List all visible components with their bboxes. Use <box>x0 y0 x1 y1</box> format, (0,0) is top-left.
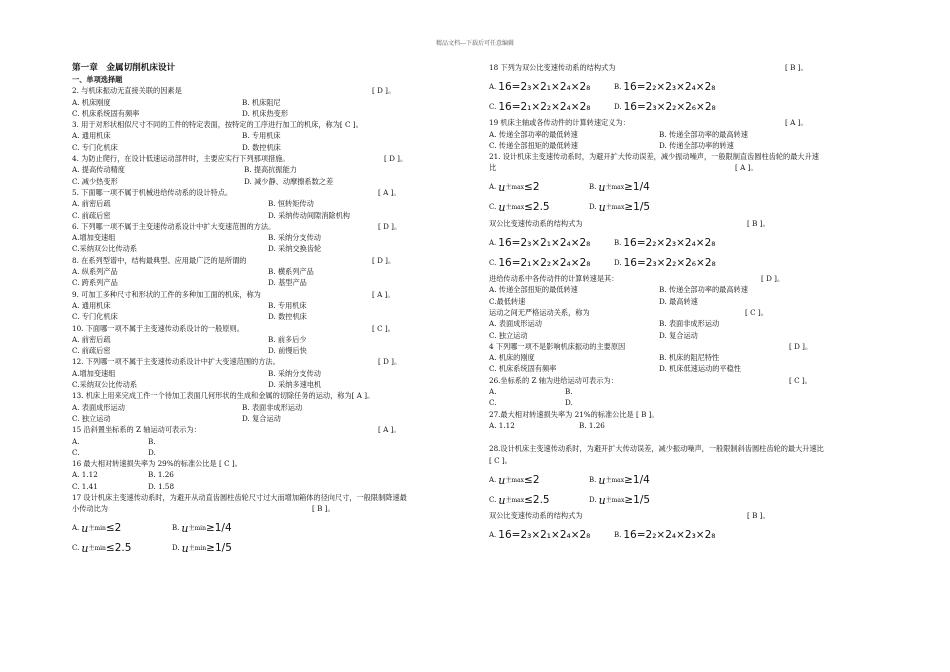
question-13 <box>72 390 467 401</box>
option-b: B. 采纳分支传动 <box>268 368 321 378</box>
formula-sub: 主min <box>88 525 106 533</box>
formula: 16=2₂×2₄×2₃×2₈ <box>623 528 716 541</box>
formula-sub: 主min <box>188 545 207 553</box>
formula-u: u <box>598 181 606 195</box>
formula: ≥1/5 <box>624 201 651 214</box>
option-a: A. 表面成形运动 <box>72 402 125 412</box>
formula: ≤2 <box>524 181 540 194</box>
question-17 <box>72 492 467 503</box>
option-b: B. <box>589 183 597 192</box>
formula: ≥1/5 <box>206 542 232 555</box>
option-a: A. 通用机床 <box>72 131 111 141</box>
option-c: C. 机床系统固有频率 <box>72 108 140 118</box>
formula-sub: 主max <box>605 204 625 212</box>
answer: [ B ]。 <box>312 504 335 514</box>
option-b: B. <box>614 238 622 247</box>
answer: [ A ]。 <box>372 289 395 299</box>
option-d: D. 前慢后快 <box>268 346 307 356</box>
question-dual-ratio <box>489 218 884 229</box>
option-b: B. 恒转矩传动 <box>268 199 314 209</box>
answer: [ A ]。 <box>378 425 401 435</box>
question-text: 5. 下面哪一项不属于机械进给传动系的设计特点。 <box>72 187 233 197</box>
option-a: A.增加变速组 <box>72 233 116 243</box>
option-c: C. <box>72 447 80 457</box>
option-b: B. 机床的阻尼特性 <box>659 353 720 363</box>
option-d: D. <box>614 258 622 267</box>
option-c: C. 专门化机床 <box>72 142 118 152</box>
option-d: D. 机床热变形 <box>242 108 289 118</box>
formula: ≥1/4 <box>205 522 232 535</box>
option-c: C. 前疏后密 <box>72 210 111 220</box>
formula: 16=2₃×2₂×2₆×2₈ <box>623 101 716 113</box>
formula: ≥1/5 <box>624 493 651 506</box>
option-a: A. 1.12 <box>72 470 98 480</box>
answer: [ A ]。 <box>785 118 808 128</box>
answer: [ D ]。 <box>378 357 402 367</box>
question-text-cont: [ C ]。 <box>489 455 512 465</box>
option-c: C. 专门化机床 <box>72 312 118 322</box>
question-dual-ratio-2 <box>489 510 884 521</box>
question-text: 进给传动系中各传动件的计算转速是其： <box>489 274 619 284</box>
option-a: A. 传递全部扭矩的最低转速 <box>489 285 578 295</box>
formula-u: u <box>181 542 189 556</box>
question-text: 10. 下面哪一项不属于主变速传动系设计的一般原则。 <box>72 323 244 333</box>
question-28 <box>489 443 884 454</box>
formula-u: u <box>181 522 189 536</box>
option-d: D. <box>565 398 573 408</box>
option-c: C. <box>72 544 80 553</box>
formula-sub: 主max <box>505 184 525 192</box>
question-text: 13. 机床上用来完成工件一个待加工表面几何形状的生成和金属的切除任务的运动，称为[ A ]。 <box>72 391 375 401</box>
option-d: D. <box>614 103 622 111</box>
option-d: D. 采纳传动间隙消除机构 <box>268 210 350 220</box>
option-a: A. 纵系列产品 <box>72 267 118 277</box>
option-d: D. 最高转速 <box>659 296 698 306</box>
question-19 <box>489 117 884 128</box>
option-c: C. <box>489 203 497 212</box>
option-a: A. <box>489 183 497 192</box>
question-5 <box>72 187 467 198</box>
formula: 16=2₁×2₂×2₄×2₈ <box>498 256 591 269</box>
question-3 <box>72 119 467 130</box>
option-d: D. 数控机床 <box>242 142 281 152</box>
formula-u: u <box>498 181 506 195</box>
question-text: 2. 与机床振动无直接关联的因素是 <box>72 86 182 96</box>
formula-u: u <box>81 522 89 536</box>
option-a: A. <box>489 530 497 539</box>
formula: 16=2₃×2₁×2₄×2₈ <box>498 236 591 249</box>
question-text: 8. 在系列型谱中，结构最典型、应用最广泛的是所谓的 <box>72 255 247 265</box>
formula-sub: 主max <box>505 496 525 504</box>
answer: [ B ]。 <box>747 510 770 520</box>
answer: [ A ]。 <box>735 163 758 173</box>
option-d: D. <box>172 544 180 553</box>
option-d: D. 减少静、动摩擦系数之差 <box>244 176 334 186</box>
question-text: 27.最大相对转速损失率为 21%的标准公比是 [ B ]。 <box>489 409 659 419</box>
question-text: 12. 下列哪一项不属于主变速传动系设计中扩大变速范围的方法。 <box>72 357 280 367</box>
question-15 <box>72 424 467 435</box>
option-d: D. 传递全部功率的转速 <box>659 140 734 150</box>
question-vibration <box>489 341 884 352</box>
formula: 16=2₁×2₂×2₄×2₈ <box>498 101 591 113</box>
question-6 <box>72 221 467 232</box>
option-b: B. 传递全部功率的最高转速 <box>659 129 748 139</box>
question-text: 6. 下列哪一项不属于主变速传动系设计中扩大变速范围的方法。 <box>72 221 276 231</box>
option-a: A. <box>72 436 80 446</box>
option-b: B. 传递全部功率的最高转速 <box>659 285 748 295</box>
formula: ≤2.5 <box>105 542 132 555</box>
formula-u: u <box>598 473 606 487</box>
option-c: C. <box>489 495 497 504</box>
option-a: A. <box>72 524 80 533</box>
option-a: A. 提高传动精度 <box>72 165 125 175</box>
formula-sub: 主min <box>188 525 206 533</box>
question-text: 15 沿斜置坐标系的 Z 轴运动可表示为： <box>72 425 201 435</box>
option-c: C. 跨系列产品 <box>72 278 118 288</box>
option-b: B. 1.26 <box>579 420 605 430</box>
question-independent-motion <box>489 307 884 318</box>
option-a: A. 1.12 <box>489 420 515 430</box>
option-d: D. 复合运动 <box>659 330 698 340</box>
formula: 16=2₃×2₂×2₆×2₈ <box>623 256 716 269</box>
formula: ≤2 <box>105 522 122 535</box>
question-text: 3. 用于对形状相似尺寸不同的工件的特定表面，按特定的工序进行加工的机床，称为[ C ]。 <box>72 120 363 130</box>
question-text: 28.设计机床主变速传动系时，为避开扩大传动误差，减少振动噪声，一般限制斜齿圆柱齿轮的最大升速比 <box>489 444 824 454</box>
question-text: 26.坐标系的 Z 轴为进给运动可表示为： <box>489 375 618 385</box>
option-b: B. 表面非成形运动 <box>242 402 303 412</box>
question-4 <box>72 153 467 164</box>
question-27 <box>489 409 884 420</box>
option-b: B. 专用机床 <box>268 300 307 310</box>
answer: [ B ]。 <box>747 218 770 228</box>
question-text: 9. 可加工多种尺寸和形状的工件的多种加工面的机床，称为 <box>72 289 261 299</box>
answer: [ D ]。 <box>378 221 402 231</box>
formula-u: u <box>598 201 606 215</box>
left-column <box>72 62 467 555</box>
option-b: B. 表面非成形运动 <box>659 319 720 329</box>
formula: ≥1/4 <box>624 473 650 486</box>
option-a: A. 前密后疏 <box>72 334 111 344</box>
formula: ≤2.5 <box>524 493 550 506</box>
option-b: B. <box>614 83 622 91</box>
question-12 <box>72 356 467 367</box>
option-d: D. <box>589 495 597 504</box>
option-a: A. <box>489 238 497 247</box>
option-b: B. <box>172 524 180 533</box>
answer: [ C ]。 <box>789 375 812 385</box>
answer: [ B ]。 <box>785 63 808 72</box>
question-9 <box>72 289 467 300</box>
answer: [ C ]。 <box>745 307 768 317</box>
section-heading: 一、单项选择题 <box>72 75 123 84</box>
option-b: B. 提高抗振能力 <box>244 165 297 175</box>
formula: 16=2₃×2₁×2₄×2₈ <box>498 81 591 93</box>
formula-u: u <box>498 201 506 215</box>
option-c: C. 传递全部扭矩的最低转速 <box>489 140 578 150</box>
question-21 <box>489 151 884 162</box>
answer: [ C ]。 <box>372 323 395 333</box>
option-a: A. 通用机床 <box>72 300 111 310</box>
question-16 <box>72 458 467 469</box>
question-text-cont: 小传动比为 <box>72 504 108 514</box>
question-text: 双公比变速传动系的结构式为 <box>489 218 583 228</box>
formula: 16=2₃×2₁×2₄×2₈ <box>498 528 591 541</box>
question-text: 运动之间无严格运动关系，称为 <box>489 307 590 317</box>
formula: ≤2.5 <box>524 201 550 214</box>
question-18 <box>489 62 884 73</box>
option-b: B. 1.26 <box>148 470 174 480</box>
option-c: C. 独立运动 <box>72 413 111 423</box>
option-b: B. <box>614 530 622 539</box>
question-text-cont: 比 <box>489 163 497 173</box>
question-feed-speed <box>489 273 884 284</box>
question-8 <box>72 255 467 266</box>
option-d: D. 1.58 <box>148 481 175 491</box>
option-a: A. <box>489 387 497 397</box>
question-text: 18 下列为双公比变速传动系的结构式为 <box>489 63 616 72</box>
option-a: A. 机床刚度 <box>72 97 111 107</box>
option-c: C. 机床系统固有频率 <box>489 364 557 374</box>
option-d: D. 机床低速运动的平稳性 <box>659 364 741 374</box>
formula-sub: 主max <box>605 476 625 484</box>
option-c: C. 1.41 <box>72 481 98 491</box>
option-a: A. 前密后疏 <box>72 199 111 209</box>
option-c: C. <box>489 258 497 267</box>
option-b: B. <box>565 387 573 397</box>
formula-u: u <box>598 493 606 507</box>
option-a: A. <box>489 83 497 91</box>
formula-sub: 主max <box>505 476 525 484</box>
option-a: A. 机床的刚度 <box>489 353 535 363</box>
option-a: A. <box>489 475 497 484</box>
formula: 16=2₂×2₃×2₄×2₈ <box>623 236 716 249</box>
formula-u: u <box>498 473 506 487</box>
option-d: D. 复合运动 <box>242 413 281 423</box>
chapter-title: 第一章 金属切削机床设计 <box>72 63 176 73</box>
option-c: C. 前疏后密 <box>72 346 111 356</box>
option-c: C.最低转速 <box>489 296 526 306</box>
option-b: B. 前多后少 <box>268 334 307 344</box>
formula-u: u <box>498 493 506 507</box>
option-a: A. 表面成形运动 <box>489 319 542 329</box>
answer: [ A ]。 <box>378 187 401 197</box>
option-c: C.采纳双公比传动系 <box>72 244 138 254</box>
answer: [ D ]。 <box>372 86 396 96</box>
question-text: 19 机床主轴或各传动件的计算转速定义为： <box>489 118 630 128</box>
page-header: 精品文档---下载后可任意编辑 <box>435 40 515 47</box>
formula-u: u <box>81 542 89 556</box>
option-a: A. 传递全部功率的最低转速 <box>489 129 578 139</box>
question-text: 双公比变速传动系的结构式为 <box>489 510 583 520</box>
option-b: B. <box>589 475 597 484</box>
question-2 <box>72 85 467 96</box>
option-d: D. 数控机床 <box>268 312 307 322</box>
question-text: 4. 为防止爬行，在设计低速运动部件时，主要应实行下列那项措施。 <box>72 154 290 164</box>
option-d: D. 采纳交换齿轮 <box>268 244 322 254</box>
option-d: D. 采纳多速电机 <box>268 380 322 390</box>
option-d: D. <box>148 447 156 457</box>
option-d: D. 基型产品 <box>268 278 307 288</box>
formula: ≥1/4 <box>624 181 650 194</box>
option-b: B. 横系列产品 <box>268 267 314 277</box>
formula-sub: 主max <box>605 184 625 192</box>
option-c: C. 减少热变形 <box>72 176 118 186</box>
answer: [ D ]。 <box>372 255 396 265</box>
formula-sub: 主max <box>605 496 625 504</box>
right-column <box>489 62 884 541</box>
question-text: 21. 设计机床主变速传动系时，为避开扩大传动误差，减少振动噪声，一般限制直齿圆柱齿轮的最大升速 <box>489 152 819 162</box>
question-26 <box>489 375 884 386</box>
option-c: C.采纳双公比传动系 <box>72 380 138 390</box>
formula-sub: 主max <box>505 204 525 212</box>
answer: [ D ]。 <box>789 341 813 351</box>
option-b: B. <box>148 436 156 446</box>
option-d: D. <box>589 203 597 212</box>
option-c: C. <box>489 398 497 408</box>
answer: [ D ]。 <box>384 154 408 164</box>
option-c: C. 独立运动 <box>489 330 528 340</box>
option-b: B. 采纳分支传动 <box>268 233 321 243</box>
answer: [ D ]。 <box>761 274 785 284</box>
question-text: 17 设计机床主变速传动系时，为避开从动直齿圆柱齿轮尺寸过大而增加箱体的径向尺寸，一般限制降速最 <box>72 492 407 502</box>
option-a: A.增加变速组 <box>72 368 116 378</box>
formula: ≤2 <box>524 473 540 486</box>
option-b: B. 专用机床 <box>242 131 281 141</box>
option-b: B. 机床阻尼 <box>242 97 281 107</box>
question-10 <box>72 323 467 334</box>
question-text: 16 最大相对转速损失率为 29%的标准公比是 [ C ]。 <box>72 459 242 469</box>
formula-sub: 主min <box>88 545 106 553</box>
formula: 16=2₂×2₃×2₄×2₈ <box>623 81 716 93</box>
option-c: C. <box>489 103 497 111</box>
question-text: 4 下列哪一项不是影响机床振动的主要原因 <box>489 341 626 351</box>
